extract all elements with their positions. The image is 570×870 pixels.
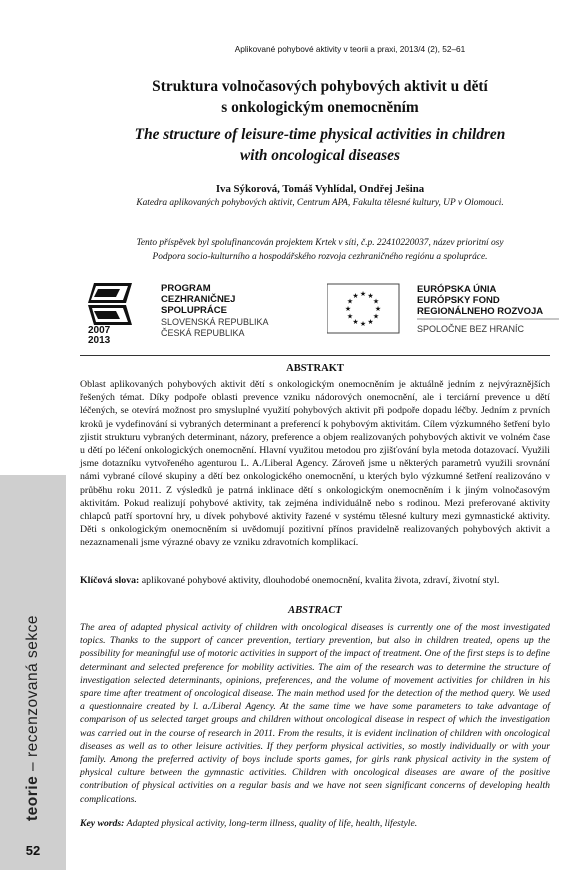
title-czech: Struktura volnočasových pohybových aktivit u dětí s onkologickým onemocněním bbox=[152, 78, 488, 116]
journal-header: Aplikované pohybové aktivity v teorii a praxi, 2013/4 (2), 52–61 bbox=[234, 44, 466, 54]
title-english: The structure of leisure-time physical activities in children with oncological diseases bbox=[134, 126, 506, 164]
eu-logo bbox=[327, 283, 562, 343]
eu-star-icon: ★ bbox=[374, 305, 382, 313]
funding-note: Tento příspěvek byl spolufinancován projektem Krtek v síti, č.p. 22410220037, název prioritní osy Podpora socio-kulturního a hospodářského rozvoja cezhraničného regiónu a spolupráce. bbox=[136, 238, 504, 262]
program-line2: CEZHRANIČNEJ bbox=[161, 294, 236, 305]
page-number: 52 bbox=[25, 843, 41, 858]
program-year-start: 2007 bbox=[88, 325, 111, 336]
abstract-cz-heading: ABSTRAKT bbox=[286, 363, 344, 374]
eu-star-icon: ★ bbox=[346, 297, 354, 306]
program-logo-emblem bbox=[88, 283, 132, 325]
eu-line2: EURÓPSKY FOND bbox=[417, 295, 500, 306]
affiliation: Katedra aplikovaných pohybových aktivit, Centrum APA, Fakulta tělesné kultury, UP v Olomouci. bbox=[136, 198, 504, 208]
program-line4: SLOVENSKÁ REPUBLIKA bbox=[161, 317, 269, 327]
program-line3: SPOLUPRÁCE bbox=[161, 305, 227, 316]
program-line5: ČESKÁ REPUBLIKA bbox=[161, 328, 245, 338]
eu-star-icon: ★ bbox=[352, 292, 359, 300]
keywords-en: Key words: Adapted physical activity, long-term illness, quality of life, health, lifestyle. bbox=[80, 818, 418, 829]
section-label: teorie – recenzovaná sekce bbox=[24, 614, 41, 822]
eu-star-icon: ★ bbox=[346, 312, 354, 321]
abstract-rule bbox=[80, 355, 550, 356]
abstract-cz-text: Oblast aplikovaných pohybových aktivit dětí s onkologickým onemocněním je aktuálně jedním z nejvýraznějších řešených témat. Díky podpoře oblasti prevence vzniku nádorových onemocnění, ale i terciární prevence u dětí léčených, se otevírá možnost pro smysluplné využití pohybových aktivit při podpoře dopadu léčby. Jedním z prvních kroků je vydefinování si vybraných determinant a preferencí k pohybovým aktivitám. Cílem výzkumného šetření bylo zjistit strukturu vybraných determinant, názory, preference a objem realizovaných pohybových aktivit ve volném čase u dětí po léčení onkologických onemocnění. Hlavní využitou metodou pro zjišťování byla metoda dotazovací. Využili jsme dotazníku vytvořeného agenturou L. A./Liberal Agency. Zároveň jsme u některých parametrů využili srovnání námi vybrané cílové skupiny a dětí bez onkologického onemocnění, u kterých bylo výzkumné šetření realizováno v průběhu roku 2011. Z výsledků je patrná inklinace dětí s onkologickým onemocněním i k jiným volnočasovým aktivitám. Pokud realizují pohybové aktivity, tak zejména individuálně nebo s rodinou. Mezi preferované aktivity chlapců patří sportovní hry, u dívek pohybové aktivity řazené v systému tělesné kultury mezi gymnastické aktivity. Děti s onkologickým onemocněním si uvědomují pozitivní přínos pravidelně realizovaných pohybových aktivit a nezaznamenali jsme výrazné obavy ze vzniku zdravotních komplikací. bbox=[80, 379, 550, 549]
eu-line4: SPOLOČNE BEZ HRANÍC bbox=[417, 324, 525, 334]
abstract-en-heading: ABSTRACT bbox=[288, 605, 342, 616]
program-year-end: 2013 bbox=[88, 335, 111, 343]
eu-star-icon: ★ bbox=[344, 305, 352, 313]
eu-star-icon: ★ bbox=[352, 318, 359, 326]
eu-line3: REGIONÁLNEHO ROZVOJA bbox=[417, 306, 544, 317]
eu-star-icon: ★ bbox=[367, 292, 374, 300]
eu-star-icon: ★ bbox=[359, 320, 367, 328]
abstract-en-text: The area of adapted physical activity of children with oncological diseases is currently one of the most investigated topics. Thanks to the support of cancer prevention, tertiary prevention, but also in children treated, opens up the possibility for meaningful use of motoric activities in support of the impact of treatment. One of the first steps is to define determinant and selected preference for mobility activities. The aim of the research was to determine the structure of investigation selected determinants, opinions, preferences, and the volume of movement activities for children in his spare time after treatment of oncological disease. The main method used for the detection of the method query. We used a questionnaire created by l. a./Liberal Agency. At the same time we have some parameters to take advantage of comparison of us selected target groups and children without oncological disease in respect of which the investigation was carried out in the course of research in 2011. From the results, it is evident inclination of children with oncological diseases as well as to other leisure activities. If they perform physical activities, so mostly individually or with your family. Among the preferred activity of boys include sports games, for girls rank physical activity in the system of physical culture between the gymnastic activities. Children with oncological diseases are aware of the positive contribution of physical activities on a regular basis and we have not seen significant concerns of developing health complications. bbox=[80, 622, 550, 805]
eu-star-icon: ★ bbox=[359, 290, 367, 298]
eu-star-icon: ★ bbox=[372, 297, 380, 306]
eu-line1: EURÓPSKA ÚNIA bbox=[417, 284, 497, 295]
authors: Iva Sýkorová, Tomáš Vyhlídal, Ondřej Ješina bbox=[215, 183, 425, 195]
program-line1: PROGRAM bbox=[161, 283, 211, 294]
program-logo bbox=[86, 283, 298, 343]
eu-star-icon: ★ bbox=[372, 312, 380, 321]
keywords-cz: Klíčová slova: aplikované pohybové aktivity, dlouhodobé onemocnění, kvalita života, zdraví, životní styl. bbox=[80, 575, 500, 586]
eu-star-icon: ★ bbox=[367, 318, 374, 326]
